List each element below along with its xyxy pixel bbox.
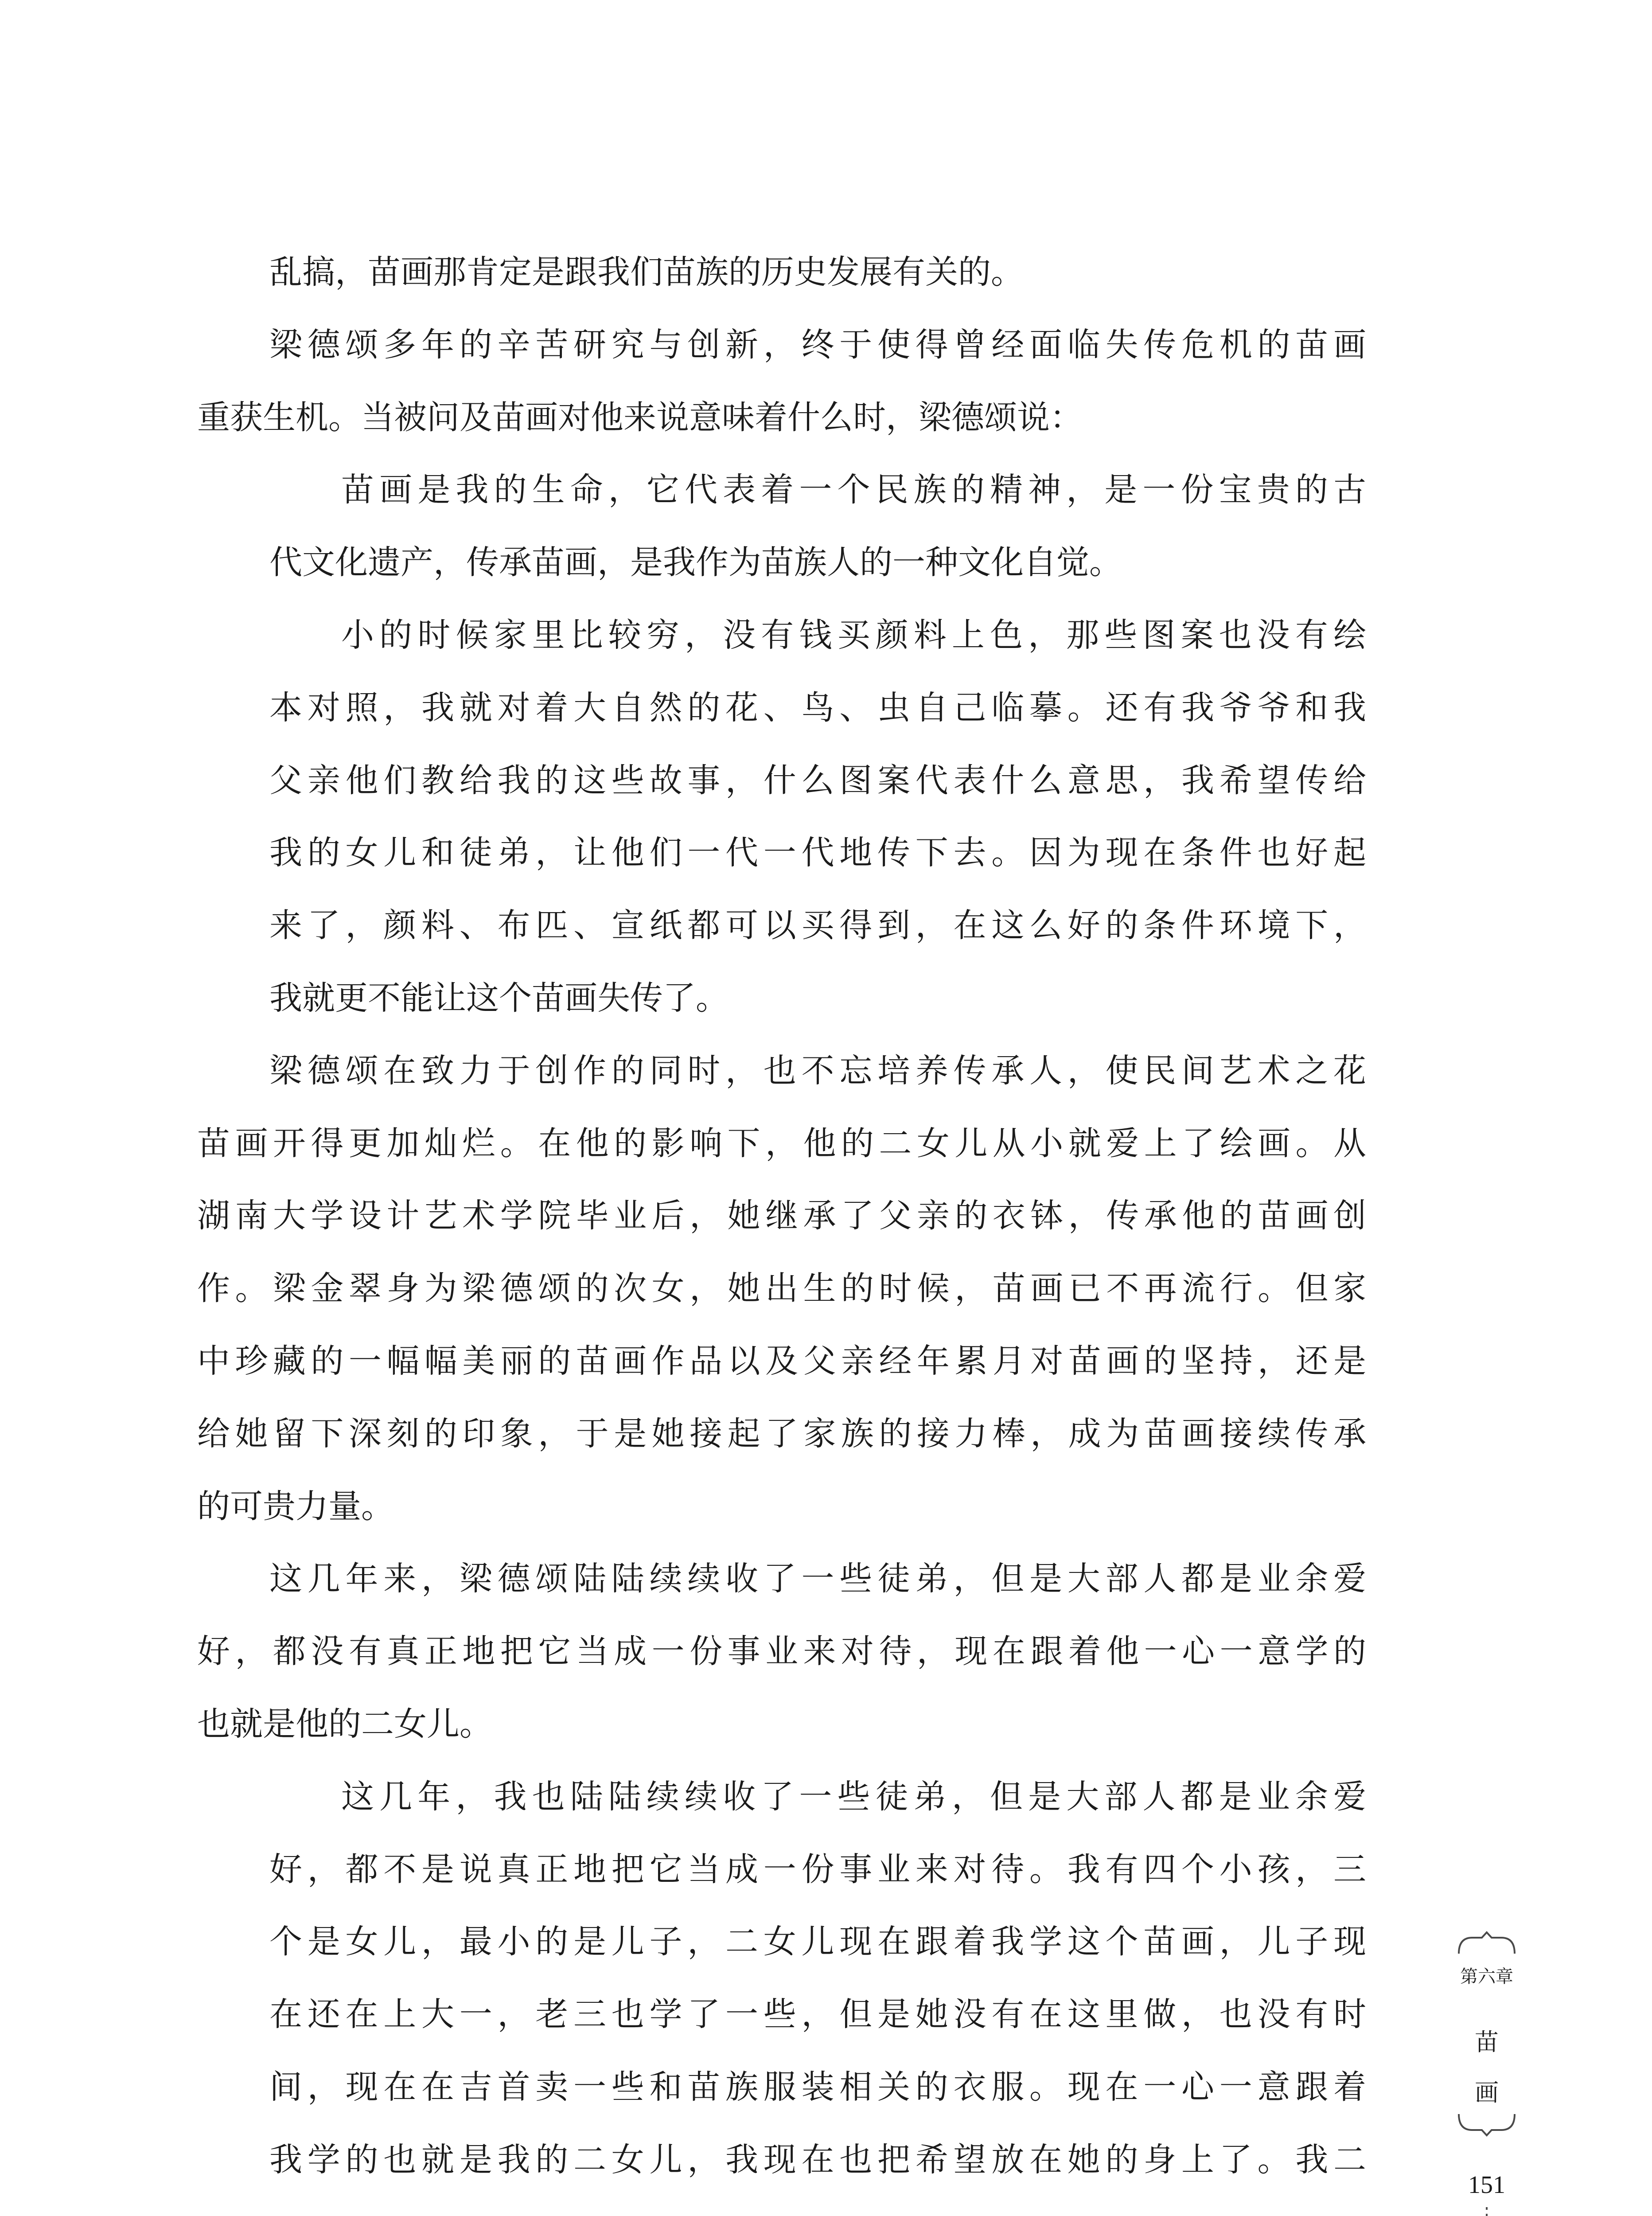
text-line: 的可贵力量。 — [197, 1487, 394, 1525]
text-line: 在还在上大一，老三也学了一些，但是她没有在这里做，也没有时 — [269, 1995, 1366, 2033]
text-line: 我就更不能让这个苗画失传了。 — [269, 979, 729, 1017]
text-line: 我的女儿和徒弟，让他们一代一代地传下去。因为现在条件也好起 — [269, 834, 1366, 872]
text-line: 湖南大学设计艺术学院毕业后，她继承了父亲的衣钵，传承他的苗画创 — [197, 1197, 1366, 1235]
chapter-title-char: 苗 — [1475, 2028, 1499, 2056]
text-line: 间，现在在吉首卖一些和苗族服装相关的衣服。现在一心一意跟着 — [269, 2068, 1366, 2106]
text-line: 好，都不是说真正地把它当成一份事业来对待。我有四个小孩，三 — [269, 1850, 1366, 1888]
text-line: 我学的也就是我的二女儿，我现在也把希望放在她的身上了。我二 — [269, 2141, 1366, 2179]
text-line: 好，都没有真正地把它当成一份事业来对待，现在跟着他一心一意学的 — [197, 1632, 1366, 1670]
text-line: 父亲他们教给我的这些故事，什么图案代表什么意思，我希望传给 — [269, 761, 1366, 800]
text-line: 苗画开得更加灿烂。在他的影响下，他的二女儿从小就爱上了绘画。从 — [197, 1124, 1366, 1163]
text-line: 梁德颂多年的辛苦研究与创新，终于使得曾经面临失传危机的苗画 — [269, 326, 1366, 364]
chapter-title-char: 画 — [1475, 2079, 1499, 2107]
text-line: 代文化遗产，传承苗画，是我作为苗族人的一种文化自觉。 — [269, 543, 1122, 581]
text-line: 给她留下深刻的印象，于是她接起了家族的接力棒，成为苗画接续传承 — [197, 1415, 1366, 1453]
text-line: 乱搞，苗画那肯定是跟我们苗族的历史发展有关的。 — [269, 253, 1024, 291]
text-line: 这几年，我也陆陆续续收了一些徒弟，但是大部人都是业余爱 — [341, 1778, 1366, 1816]
text-line: 梁德颂在致力于创作的同时，也不忘培养传承人，使民间艺术之花 — [269, 1052, 1366, 1090]
text-line: 小的时候家里比较穷，没有钱买颜料上色，那些图案也没有绘 — [341, 616, 1366, 654]
text-line: 苗画是我的生命，它代表着一个民族的精神，是一份宝贵的古 — [341, 471, 1366, 509]
text-line: 作。梁金翠身为梁德颂的次女，她出生的时候，苗画已不再流行。但家 — [197, 1269, 1366, 1307]
text-line: 重获生机。当被问及苗画对他来说意味着什么时，梁德颂说： — [197, 398, 1083, 437]
bracket-top — [1459, 1932, 1515, 1954]
chapter-label: 第六章 — [1460, 1966, 1513, 1987]
text-line: 来了，颜料、布匹、宣纸都可以买得到，在这么好的条件环境下， — [269, 906, 1366, 944]
text-line: 这几年来，梁德颂陆陆续续收了一些徒弟，但是大部人都是业余爱 — [269, 1560, 1366, 1598]
text-line: 个是女儿，最小的是儿子，二女儿现在跟着我学这个苗画，儿子现 — [269, 1923, 1366, 1961]
text-line: 中珍藏的一幅幅美丽的苗画作品以及父亲经年累月对苗画的坚持，还是 — [197, 1342, 1366, 1380]
bracket-bottom — [1459, 2114, 1515, 2135]
text-line: 本对照，我就对着大自然的花、鸟、虫自己临摹。还有我爷爷和我 — [269, 689, 1366, 727]
page-number: 151 — [1468, 2171, 1505, 2199]
text-line: 也就是他的二女儿。 — [197, 1705, 492, 1743]
